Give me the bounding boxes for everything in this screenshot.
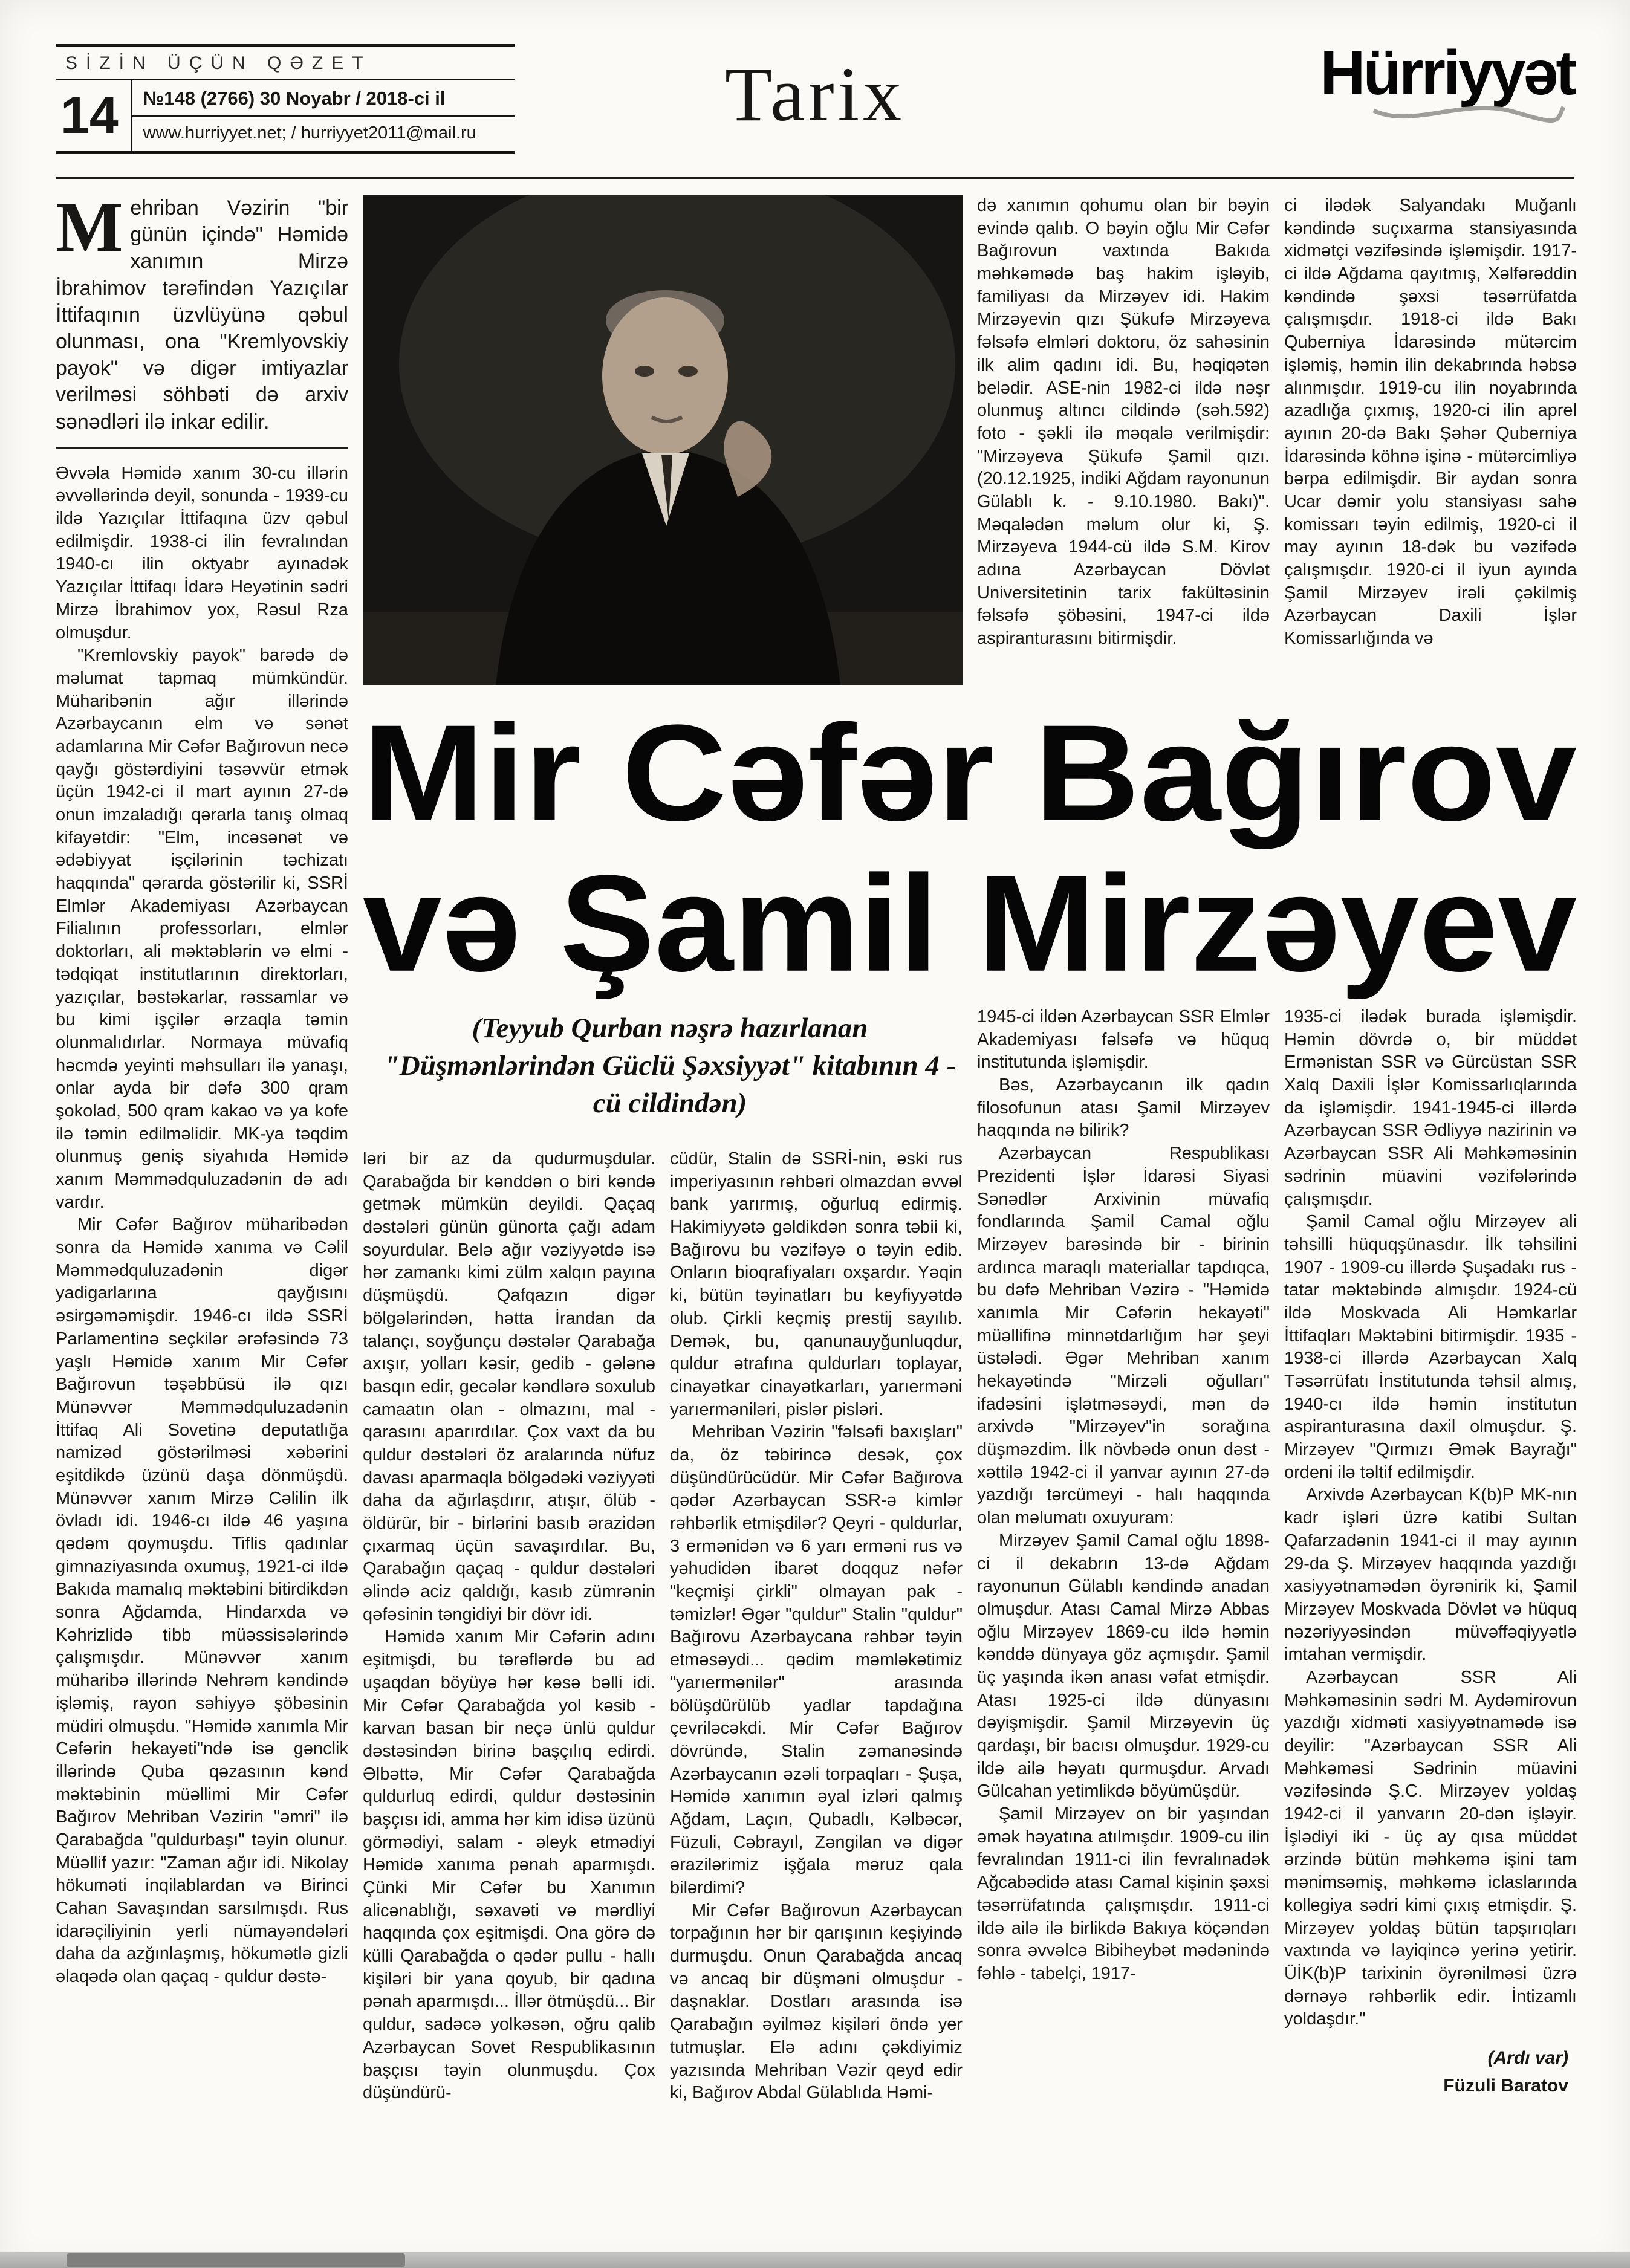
masthead-box <box>56 44 515 154</box>
author-byline: Füzuli Baratov <box>1443 2075 1568 2096</box>
lead-text: ehriban Vəzirin "bir günün içində" Həmidə xanımın Mirzə İbrahimov tərəfindən Yazıçılar İttifaqının üzvlüyünə qəbul olunması, ona "Kremlyovskiy payok" və digər imtiyazlar verilməsi söhbəti də arxiv sənədləri ilə inkar edilir. <box>56 196 348 433</box>
paragraph: Arxivdə Azərbaycan K(b)P MK-nın kadr işləri üzrə katibi Sultan Qafarzadənin 1941-ci il may ayının 29-da Ş. Mirzəyev haqqında yazdığı xasiyyətnamədən öyrənirik ki, Şamil Mirzəyev Moskvada Dövlət və hüquq nəzəriyyəsindən müvəffəqiyyətlə imtahan vermişdir. <box>1284 1485 1577 1665</box>
top-text-column-1 <box>977 195 1270 685</box>
paragraph: ləri bir az da qudurmuşdular. Qarabağda bir kənddən o biri kəndə getmək mümkün deyildi. Qaçaq dəstələri günün günorta çağı adam soyurdular. Belə ağır vəziyyətdə isə hər zamankı kimi zülm xalqın payına düşmüşdü. Qafqazın digər bölgələrindən, hətta İrandan da talançı, soyğunçu dəstələr Qarabağa axışır, yolları kəsir, gedib - gələnə basqın edir, gecələr kəndlərə soxulub camaatın olan - olmazını, mal - qarasını aparırdılar. Çox vaxt da bu quldur dəstələri öz aralarında nüfuz davası aparmaqla bölgədəki vəziyyəti daha da ağırlaşdırır, atışır, ölüb - öldürür, bir - birlərini basıb ərazidən çıxarmaq üçün savaşırdılar. Bu, Qarabağın qaçaq - quldur dəstələri əlində aciz qaldığı, kasıb zümrənin qəfəsinin təngidiyi bir dövr idi. <box>363 1149 655 1624</box>
continuation-note: (Ardı var) <box>1487 2047 1568 2068</box>
paragraph: "Kremlovskiy payok" barədə də məlumat tapmaq mümkündür. Müharibənin ağır illərində Azərbaycanın elm və sənət adamlarına Mir Cəfər Bağırovun necə qayğı göstərdiyini təsəvvür etmək üçün 1942-ci il mart ayının 27-də onun imzaladığı qərarla tanış olmaq kifayətdir: "Elm, incəsənət və ədəbiyyat işçilərinin təchizatı haqqında" qərarda göstərilir ki, SSRİ Elmlər Akademiyası Azərbaycan Filialının professorları, elmlər doktorları, ali məktəblərin və elmi - tədqiqat institutlarının direktorları, yazıçılar, bəstəkarlar, rəssamlar və bu kimi işçilər ərzaqla təmin olunmalıdırlar. Normaya müvafiq həcmdə yeyinti məhsulları ilə yanaşı, onlar ayda bir dəfə 300 qram şokolad, 500 qram kakao və ya kofe ilə təmin edilməlidir. MK-ya təqdim olunmuş geniş siyahıda Həmidə xanım Məmmədquluzadənin də adı vardır. <box>56 646 348 1212</box>
paragraph: də xanımın qohumu olan bir bəyin evində qalıb. O bəyin oğlu Mir Cəfər Bağırovun vaxtında Bakıda məhkəmədə baş hakim işləyib, familiyası da Mirzəyev idi. Hakim Mirzəyevin qızı Şükufə Mirzəyeva fəlsəfə elmləri doktoru, öz sahəsinin ilk alim qadını idi. Bu, həqiqətən belədir. ASE-nin 1982-ci ildə nəşr olunmuş altıncı cildində (səh.592) foto - şəkli ilə məqalə verilmişdir: "Mirzəyeva Şükufə Şamil qızı. (20.12.1925, indiki Ağdam rayonunun Gülablı k. - 9.10.1980. Bakı)". Məqalədən məlum olur ki, Ş. Mirzəyeva 1944-cü ildə S.M. Kirov adına Azərbaycan Dövlət Universitetinin tarix fakültəsinin fəlsəfə şöbəsini, 1947-ci ildə aspiranturasını bitirmişdir. <box>977 196 1270 649</box>
main-article-area <box>363 195 1577 2221</box>
paragraph: Əvvəla Həmidə xanım 30-cu illərin əvvəllərində deyil, sonunda - 1939-cu ildə Yazıçılar İttifaqına üzv qəbul edilmişdir. 1938-ci ilin fevralından 1940-cı ilin oktyabr ayınadək Yazıçılar İttifaqı İdarə Heyətinin sədri Mirzə İbrahimov yox, Rəsul Rza olmuşdur. <box>56 463 348 643</box>
body-column-2 <box>670 1148 963 2221</box>
drop-cap: M <box>56 195 123 267</box>
body-column-4-text <box>1284 1006 1577 2031</box>
page-number: 14 <box>56 80 132 151</box>
paragraph: ci ilədək Salyandakı Muğanlı kəndində suçıxarma stansiyasında xidmətçi vəzifəsində işləmişdir. 1917-ci ildə Ağdama qayıtmış, Xəlfərəddin kəndində şəxsi təsərrüfatda çalışmışdır. 1918-ci ildə Bakı Quberniya İdarəsində mütərcim işləmiş, həmin ilin dekabrında həbsə alınmışdır. 1919-cu ilin noyabrında azadlığa çıxmış, 1920-ci ilin aprel ayının 20-də Bakı Şəhər Quberniya İdarəsində köhnə işinə - mütərcimliyə bərpa edilmişdir. Bir aydan sonra Ucar dəmir yolu stansiyası sahə komissarı təyin edilmiş, 1920-ci il may ayının 18-dək bu vəzifədə çalışmışdır. 1920-ci il iyun ayında Şamil Mirzəyev irəli çəkilmiş Azərbaycan Daxili İşlər Komissarlığında və <box>1284 196 1577 649</box>
body-column-1 <box>363 1148 655 2221</box>
paragraph: Azərbaycan SSR Ali Məhkəməsinin sədri M. Aydəmirovun yazdığı xidməti xasiyyətnamədə isə deyilir: "Azərbaycan SSR Ali Məhkəməsi Sədrinin müavini vəzifəsində Ş.C. Mirzəyev yoldaş 1942-ci il yanvarın 20-dən işləyir. İşlədiyi iki - üç ay qısa müddət ərzində bütün məhkəmə işini tam mənimsəmiş, məhkəmə iclaslarında kollegiya sədri kimi çıxış etmişdir. Ş. Mirzəyev yoldaş bütün tapşırıqları vaxtında və layiqincə yerinə yetirir. ÜİK(b)P tarixinin öyrənilməsi üzrə dərnəyə rəhbərlik edir. İntizamlı yoldaşdır." <box>1284 1667 1577 2029</box>
lead-paragraph <box>56 195 348 449</box>
left-article-column <box>56 195 348 2215</box>
article-headline <box>363 699 1577 1002</box>
header-divider <box>56 177 1574 179</box>
issue-info: №148 (2766) 30 Noyabr / 2018-ci il <box>132 80 515 117</box>
headline-svg <box>363 699 1577 1002</box>
paragraph: Mir Cəfər Bağırov müharibədən sonra da Həmidə xanıma və Cəlil Məmmədquluzadənin digər yadigarlarına qayğısını əsirgəməmişdir. 1946-cı ildə SSRİ Parlamentinə seçkilər ərəfəsində 73 yaşlı Həmidə xanım Mir Cəfər Bağırovun təşəbbüsü ilə qızı Münəvvər Məmmədquluzadənin İttifaq Ali Sovetinə deputatlığa namizəd göstərilməsi xəbərini eşitdikdə üzünü daşa dönmüşdü. Münəvvər xanım Mirzə Cəlilin ilk övladı idi. 1946-cı ildə 46 yaşına qədəm qoymuşdu. Tiflis qadınlar gimnaziyasında oxumuş, 1921-ci ildə Bakıda mamalıq məktəbini bitirdikdən sonra Ağdamda, Hindarxda və Kəhrizlidə tibb müəssisələrində çalışmışdır. Münəvvər xanım müharibə illərində Nehrəm kəndində işləmiş, rayon səhiyyə şöbəsinin müdiri olmuşdu. "Həmidə xanımla Mir Cəfərin hekayəti"ndə isə gənclik illərində Quba qəzasının kənd məktəbinin müəllimi Mir Cəfər Bağırov Mehriban Vəzirin "əmri" ilə Qarabağda "quldurbaşı" təyin olunur. Müəllif yazır: "Zaman ağır idi. Nikolay hökuməti inqilablardan və Birinci Cahan Savaşından sarsılmışdı. Rus idarəçiliyinin yerli nümayəndələri daha da azğınlaşmış, hökumətlə gizli əlaqədə olan qaçaq - quldur dəstə- <box>56 1215 348 1987</box>
paragraph: Şamil Mirzəyev on bir yaşından əmək həyatına atılmışdır. 1909-cu ilin fevralından 1911-ci ilin fevralınadək Ağcabədidə atası Camal kişinin şəxsi təsərrüfatında çalışmışdır. 1911-ci ildə ailə ilə birlikdə Bakıya köçəndən sonra əvvəlcə Bibiheybət mədənində fəhlə - tabelçi, 1917- <box>977 1804 1270 1983</box>
logo-text: Hürriyyət <box>1320 38 1574 108</box>
paragraph: Şamil Camal oğlu Mirzəyev ali təhsilli hüquqşünasdır. İlk təhsilini 1907 - 1909-cu illərdə Şuşadakı rus - tatar məktəbində almışdır. 1924-cü ildə Moskvada Ali Həmkarlar İttifaqları Məktəbini bitirmişdir. 1935 - 1938-ci illərdə Azərbaycan Xalq Təsərrüfatı İnstitutunda təhsil almış, 1940-cı ildə həmin institutun aspiranturasına daxil olmuşdur. Ş. Mirzəyev "Qırmızı Əmək Bayrağı" ordeni ilə təltif edilmişdir. <box>1284 1212 1577 1482</box>
article-photo <box>363 195 963 685</box>
scan-artifact <box>0 2252 1630 2268</box>
paragraph: cüdür, Stalin də SSRİ-nin, əski rus imperiyasının rəhbəri olmazdan əvvəl bank yarırmış, oğurluq edirmiş. Hakimiyyətə gəldikdən sonra təbii ki, Bağırovu bu vəzifəyə o təyin edib. Onların bioqrafiyaları oxşardır. Yəqin ki, bütün təyinatları bu keyfiyyətdə olub. Çirkli keçmiş prestij sayılıb. Demək, bu, qanunauyğunluqdur, quldur ətrafına quldurları toplayar, cinayətkar cinayətkarları, yarıerməni yarıerməniləri, pislər pisləri. <box>670 1149 963 1419</box>
headline-line-2: və Şamil Mirzəyev <box>363 847 1577 1000</box>
headline-line-1: Mir Cəfər Bağırov <box>363 699 1577 850</box>
paragraph: Azərbaycan Respublikası Prezidenti İşlər İdarəsi Siyasi Sənədlər Arxivinin müvafiq fondlarında Şamil Camal oğlu Mirzəyev barəsində bir - birinin ardınca maraqlı materiallar tapdıqca, bu dəfə Mehriban Vəzirə - "Həmidə xanımla Mir Cəfərin hekayəti" müəllifinə minnətdarlığım hər şeyi üstələdi. Əgər Mehriban xanım hekayətində "Mirzəli oğulları" ifadəsini işlətməsəydi, mən də arxivdə "Mirzəyev"in sorağına düşməzdim. İlk növbədə onun dəst - xəttilə 1942-ci il yanvar ayının 27-də yazdığı tərcümeyi - halı haqqında olan məlumatı oxuyuram: <box>977 1144 1270 1528</box>
logo-swoosh-icon <box>1369 94 1568 132</box>
paragraph: 1935-ci ilədək burada işləmişdir. Həmin dövrdə o, bir müddət Ermənistan SSR və Gürcüstan SSR Xalq Daxili İşlər Komissarlıqlarında da işləmişdir. 1941-1945-ci illərdə Azərbaycan SSR Ədliyyə nazirinin və Azərbaycan SSR Ali Məhkəməsinin sədrinin müavini vəzifələrində çalışmışdır. <box>1284 1007 1577 1209</box>
masthead-slogan: SİZİN ÜÇÜN QƏZET <box>56 47 515 80</box>
paragraph: Mehriban Vəzirin "fəlsəfi baxışları" da, öz təbirincə desək, çox düşündürücüdür. Mir Cəfər Bağırova qədər Azərbaycan SSR-ə kimlər rəhbərlik etmişdilər? Qeyri - quldurlar, 3 ermənidən və 6 yarı erməni rus və yəhudidən ibarət doqquz nəfər "keçmişi çirkli" olmayan pak - təmizlər! Əgər "quldur" Stalin "quldur" Bağırovu Azərbaycana rəhbər təyin etməsəydi... qədim məmləkətimiz "yarıermənilər" arasında bölüşdürülüb yadlar tapdağına çevriləcəkdi. Mir Cəfər Bağırov dövründə, Stalin zəmanəsində Azərbaycanın əzəli torpaqları - Şuşa, Həmidə xanımın əyal izləri qalmış Ağdam, Laçın, Qubadlı, Kəlbəcər, Füzuli, Cəbrayıl, Zəngilan və digər ərazilərimiz işğala məruz qala bilərdimi? <box>670 1422 963 1897</box>
page-header <box>56 33 1574 171</box>
left-column-text <box>56 462 348 1989</box>
newspaper-logo <box>1091 38 1574 108</box>
article-subtitle <box>363 1006 963 1148</box>
contact-info: www.hurriyyet.net; / hurriyyet2011@mail.ru <box>143 123 476 143</box>
subtitle-text: (Teyyub Qurban nəşrə hazırlanan "Düşmənlərindən Güclü Şəxsiyyət" kitabının 4 - cü cildindən) <box>383 1012 956 1119</box>
top-text-column-2 <box>1284 195 1577 685</box>
paragraph: Həmidə xanım Mir Cəfərin adını eşitmişdi, bu tərəflərdə bu ad uşaqdan böyüyə hər kəsə bəlli idi. Mir Cəfər Qarabağda yol kəsib - karvan basan bir neçə ünlü quldur dəstəsindən birinə başçılıq edirdi. Əlbəttə, Mir Cəfər Qarabağda quldurluq edirdi, quldur dəstəsinin başçısı idi, amma hər kim idisə üzünü görmədiyi, salam - əleyk etmədiyi Həmidə xanıma pənah aparmışdı. Çünki Mir Cəfər bu Xanımın alicənablığı, səxavəti və mərdliyi haqqında çox eşitmişdi. Ona görə də külli Qarabağda o qədər pullu - hallı kişiləri bir yana qoyub, bir qadına pənah aparmışdı... İllər ötmüşdü... Bir quldur, sadəcə yolkəsən, oğru qalib Azərbaycan Sovet Respublikasının başçısı təyin olunmuşdu. Çox düşündürü- <box>363 1627 655 2103</box>
paragraph: Bəs, Azərbaycanın ilk qadın filosofunun atası Şamil Mirzəyev haqqında nə bilirik? <box>977 1075 1270 1141</box>
section-title: Tarix <box>724 51 906 137</box>
body-column-3 <box>977 1006 1270 2221</box>
paragraph: Mirzəyev Şamil Camal oğlu 1898-ci il dekabrın 13-də Ağdam rayonunun Gülablı kəndində anadan olmuşdur. Atası Camal Mirzə Abbas oğlu Mirzəyev 1869-cu ildə həmin kənddə dünyaya göz açmışdır. Şamil üç yaşında ikən anası vəfat etmişdir. Atası 1925-ci ildə dünyasını dəyişmişdir. Şamil Mirzəyevin üç qardaşı, bir bacısı olmuşdur. 1929-cu ildə ailə həyatı qurmuşdur. Arvadı Gülcahan yetimlikdə böyümüşdür. <box>977 1531 1270 1801</box>
body-column-4 <box>1284 1006 1577 2221</box>
paragraph: Mir Cəfər Bağırovun Azərbaycan torpağının hər bir qarışının keşiyində durmuşdu. Onun Qarabağda ancaq və ancaq bir düşməni olmuşdur - daşnaklar. Dostları arasında isə Qarabağın əyilməz kişiləri öndə yer tutmuşlar. Elə adını çəkdiyimiz yazısında Mehriban Vəzir qeyd edir ki, Bağırov Abdal Gülablıda Həmi- <box>670 1900 963 2103</box>
paragraph: 1945-ci ildən Azərbaycan SSR Elmlər Akademiyası fəlsəfə və hüquq institutunda işləmişdir. <box>977 1007 1270 1072</box>
